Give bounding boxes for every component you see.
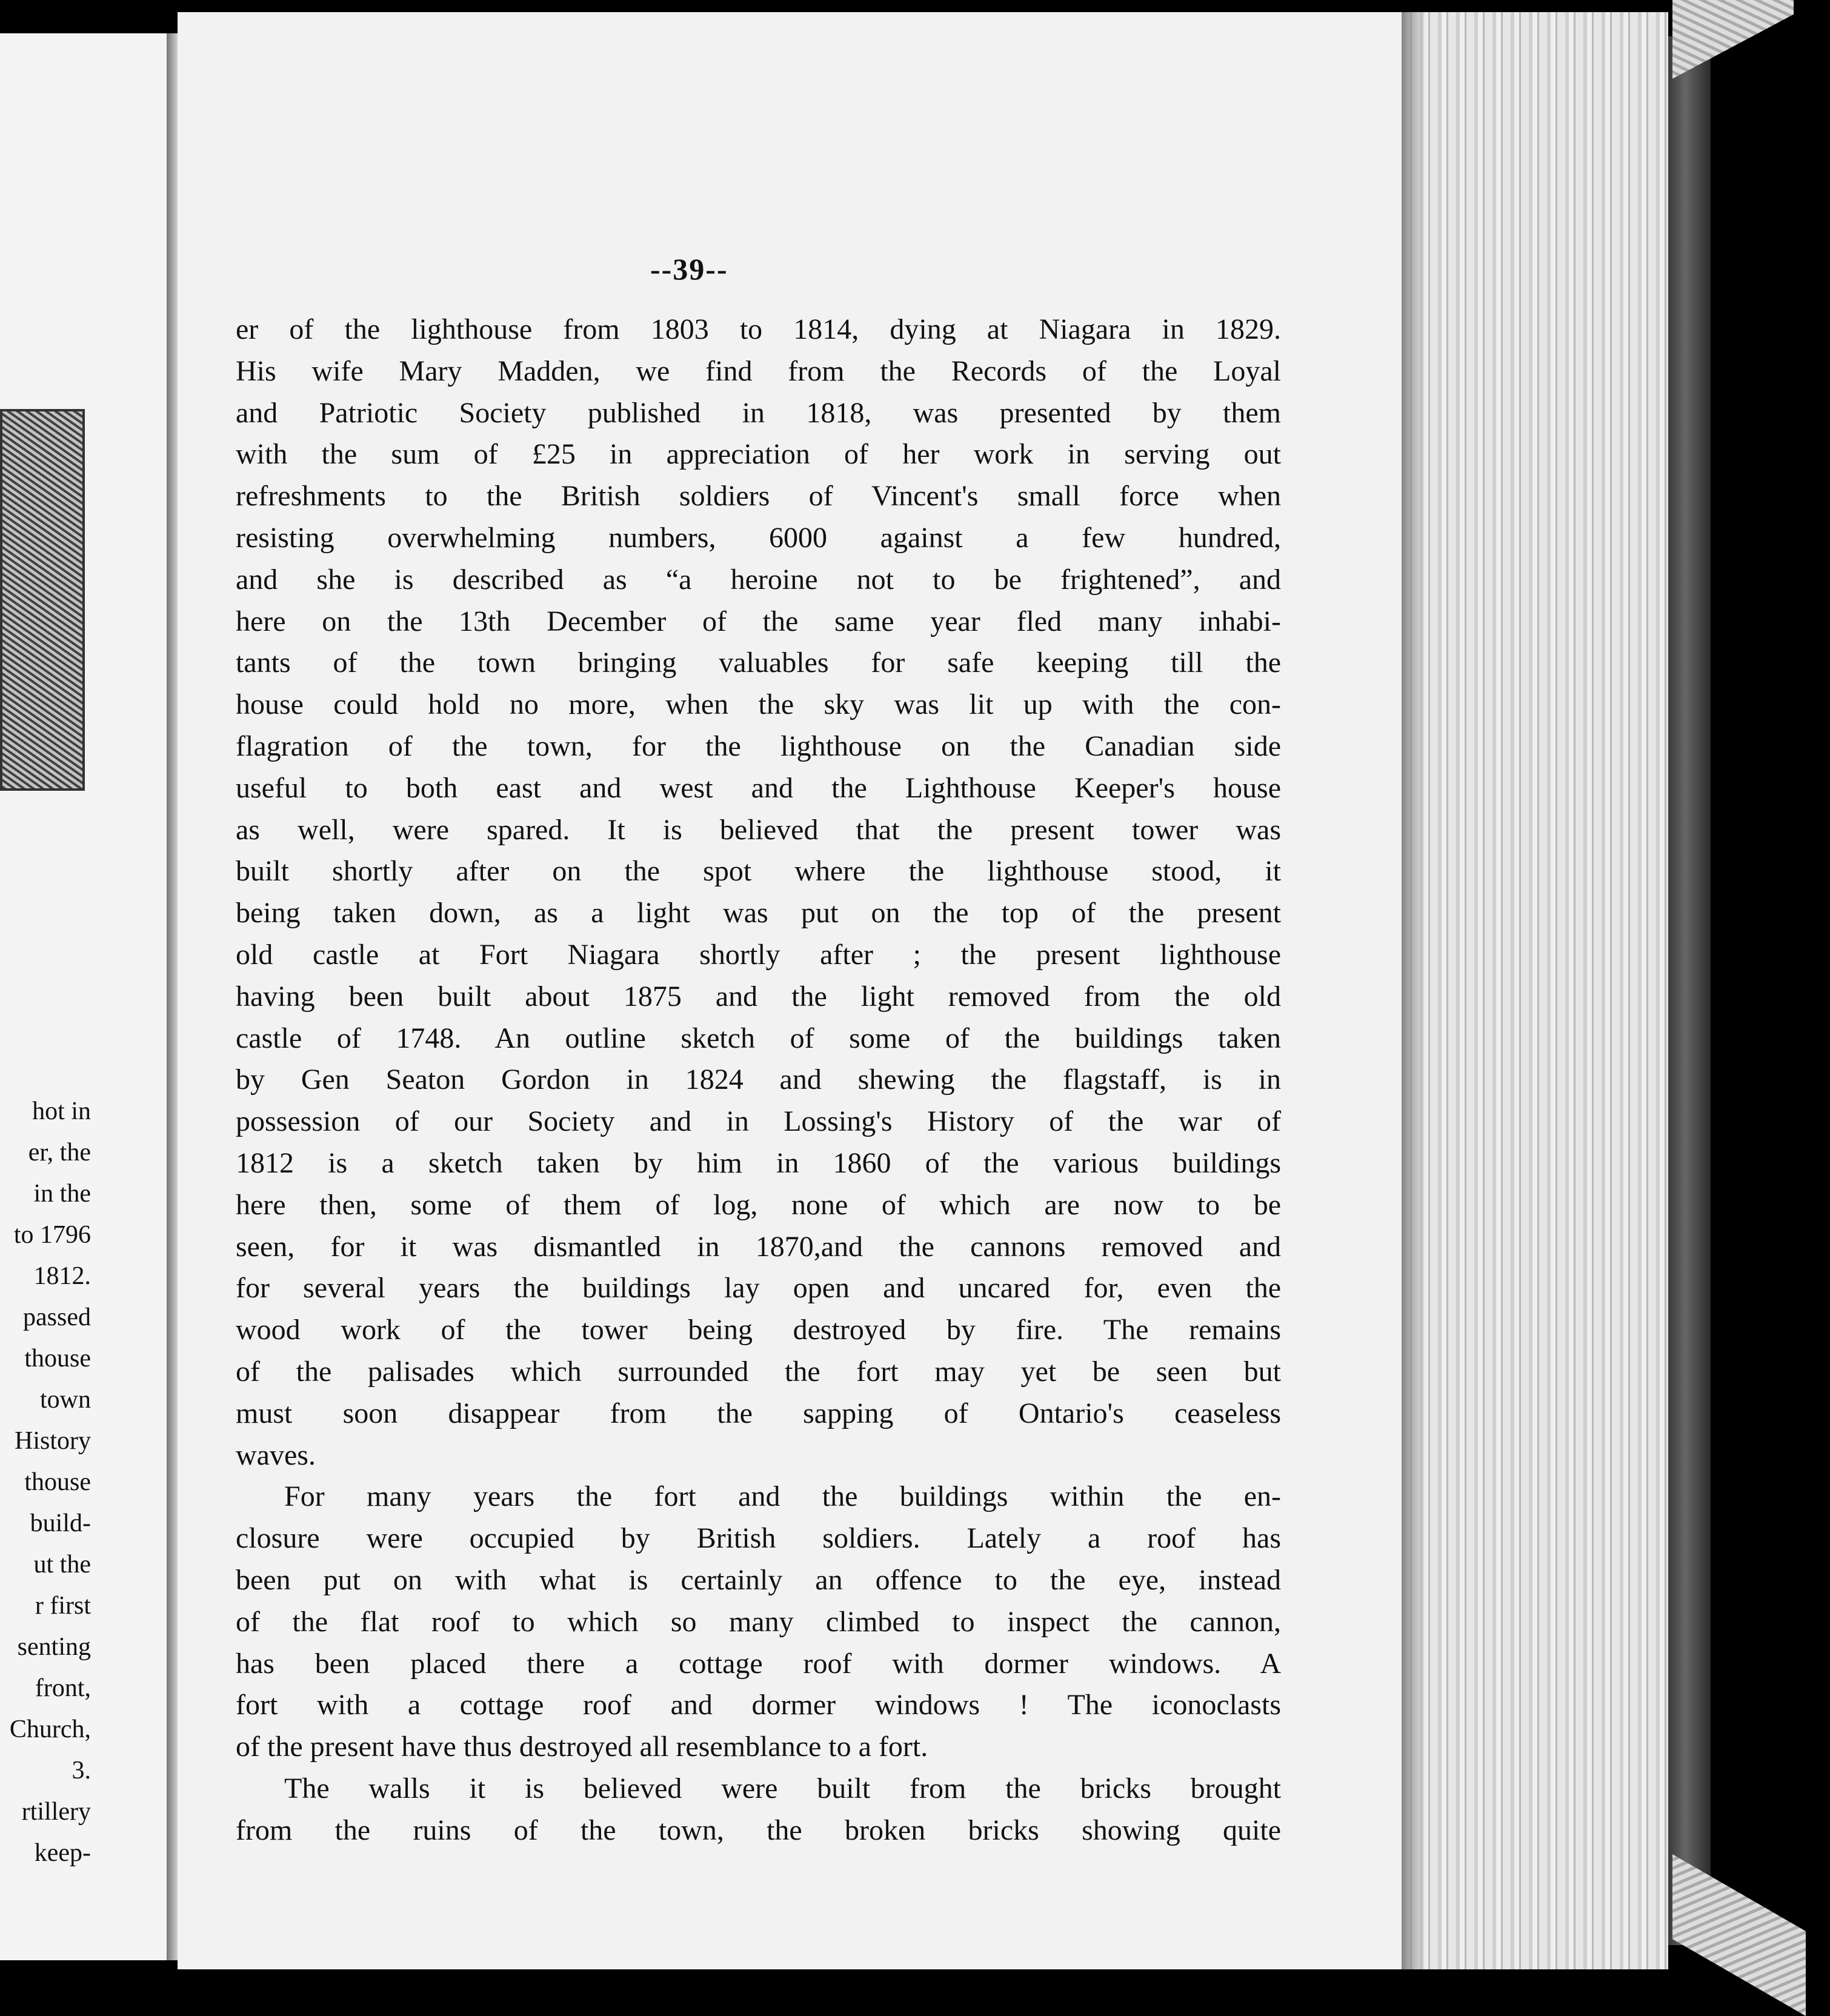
page-edge-shadow [1402, 12, 1426, 1969]
left-line: build- [30, 1509, 91, 1537]
text-line: wood work of the tower being destroyed by fire. The remains [236, 1314, 1281, 1346]
text-line: of the palisades which surrounded the fort may yet be seen but [236, 1355, 1281, 1388]
text-line: been put on with what is certainly an offence to the eye, instead [236, 1563, 1281, 1596]
text-line: being taken down, as a light was put on the top of the present [236, 897, 1281, 930]
book-cover-edge [1668, 36, 1711, 1945]
left-line: keep- [34, 1839, 91, 1867]
paragraph-start-line: The walls it is believed were built from the bricks brought [284, 1772, 1281, 1805]
text-line: 1812 is a sketch taken by him in 1860 of the various buildings [236, 1146, 1281, 1179]
left-line: senting [17, 1633, 91, 1661]
paragraph-start-line: For many years the fort and the buildings within the en- [284, 1480, 1281, 1513]
left-line: thouse [24, 1468, 91, 1496]
body-text [236, 309, 1281, 1851]
text-line: for several years the buildings lay open and uncared for, even the [236, 1272, 1281, 1305]
text-line: useful to both east and west and the Lighthouse Keeper's house [236, 771, 1281, 804]
left-line: r first [35, 1592, 91, 1620]
text-line: here then, some of them of log, none of which are now to be [236, 1188, 1281, 1221]
text-line: er of the lighthouse from 1803 to 1814, dying at Niagara in 1829. [236, 313, 1281, 345]
left-page [0, 33, 167, 1960]
left-line: passed [23, 1303, 91, 1331]
left-line: town [40, 1386, 91, 1414]
page-block-edges [1402, 12, 1668, 1969]
left-line: History [15, 1427, 91, 1455]
left-line: hot in [32, 1097, 91, 1125]
text-line: flagration of the town, for the lighthouse on the Canadian side [236, 730, 1281, 762]
text-line: by Gen Seaton Gordon in 1824 and shewing the flagstaff, is in [236, 1063, 1281, 1096]
left-line: er, the [28, 1139, 91, 1166]
text-line: refreshments to the British soldiers of Vincent's small force when [236, 480, 1281, 513]
text-line: from the ruins of the town, the broken bricks showing quite [236, 1814, 1281, 1846]
text-line: resisting overwhelming numbers, 6000 against a few hundred, [236, 521, 1281, 554]
left-line: to 1796 [13, 1221, 91, 1249]
left-line: rtillery [21, 1798, 91, 1826]
paragraph-end-line: of the present have thus destroyed all resemblance to a fort. [236, 1731, 928, 1763]
text-line: house could hold no more, when the sky was lit up with the con- [236, 688, 1281, 721]
paragraph-end-line: waves. [236, 1439, 316, 1471]
text-line: as well, were spared. It is believed that the present tower was [236, 813, 1281, 846]
text-line: old castle at Fort Niagara shortly after ; the present lighthouse [236, 938, 1281, 971]
main-page [178, 12, 1402, 1969]
text-line: must soon disappear from the sapping of Ontario's ceaseless [236, 1397, 1281, 1429]
text-line: closure were occupied by British soldiers. Lately a roof has [236, 1522, 1281, 1555]
text-line: castle of 1748. An outline sketch of some of the buildings taken [236, 1022, 1281, 1054]
left-page-text [0, 1091, 91, 1874]
text-line: and Patriotic Society published in 1818, was presented by them [236, 396, 1281, 429]
left-page-illustration [0, 409, 85, 791]
book-gutter [167, 33, 178, 1960]
text-line: built shortly after on the spot where the lighthouse stood, it [236, 855, 1281, 888]
left-line: ut the [33, 1551, 91, 1579]
text-line: tants of the town bringing valuables for safe keeping till the [236, 647, 1281, 679]
text-line: here on the 13th December of the same year fled many inhabi- [236, 605, 1281, 637]
left-line: 1812. [33, 1262, 91, 1290]
left-line: 3. [72, 1757, 91, 1785]
text-line: of the flat roof to which so many climbed to inspect the cannon, [236, 1605, 1281, 1638]
text-line: seen, for it was dismantled in 1870,and the cannons removed and [236, 1230, 1281, 1263]
page-number: --39-- [650, 252, 728, 286]
text-line: with the sum of £25 in appreciation of her work in serving out [236, 438, 1281, 471]
text-line: and she is described as “a heroine not to be frightened”, and [236, 563, 1281, 596]
cover-corner-bottom [1672, 1854, 1806, 2016]
cover-corner-top [1672, 0, 1794, 79]
left-line: front, [35, 1674, 91, 1702]
left-line: Church, [9, 1715, 91, 1743]
text-line: having been built about 1875 and the light removed from the old [236, 980, 1281, 1013]
text-line: His wife Mary Madden, we find from the Records of the Loyal [236, 354, 1281, 387]
left-line: in the [33, 1180, 91, 1208]
text-line: has been placed there a cottage roof with dormer windows. A [236, 1647, 1281, 1680]
text-line: possession of our Society and in Lossing's History of the war of [236, 1105, 1281, 1138]
left-line: thouse [24, 1345, 91, 1372]
text-line: fort with a cottage roof and dormer windows ! The iconoclasts [236, 1689, 1281, 1722]
